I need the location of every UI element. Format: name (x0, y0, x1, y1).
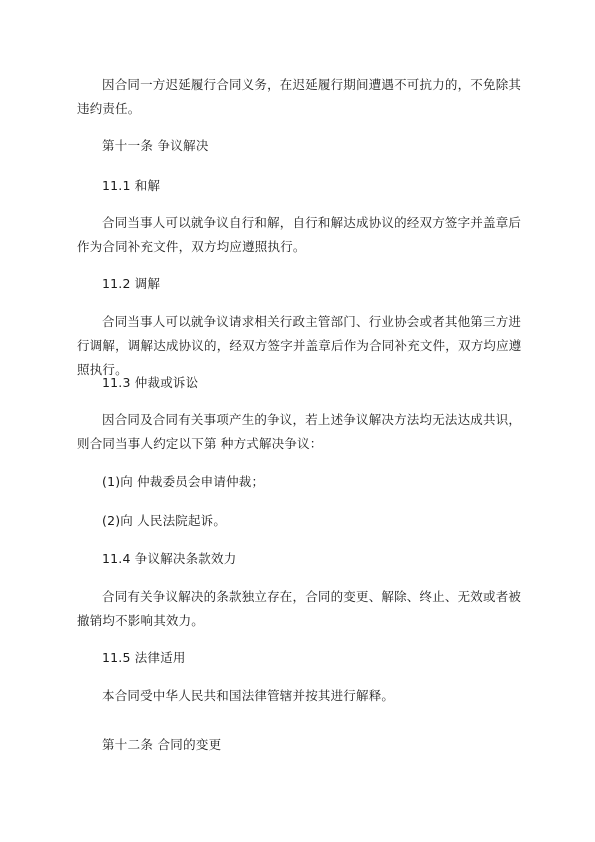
paragraph-mediation: 合同当事人可以就争议请求相关行政主管部门、行业协会或者其他第三方进行调解，调解达成协议的，经双方签字并盖章后作为合同补充文件，双方均应遵照执行。 (77, 314, 522, 377)
paragraph-settlement: 合同当事人可以就争议自行和解，自行和解达成协议的经双方签字并盖章后作为合同补充文件，双方均应遵照执行。 (77, 215, 522, 254)
section-11-1-heading: 11.1 和解 (102, 178, 161, 193)
paragraph-clause-validity: 合同有关争议解决的条款独立存在，合同的变更、解除、终止、无效或者被撤销均不影响其效力。 (77, 589, 522, 628)
article-11-heading: 第十一条 争议解决 (102, 138, 209, 153)
section-11-5-heading: 11.5 法律适用 (102, 650, 186, 665)
article-12-heading: 第十二条 合同的变更 (102, 737, 222, 752)
option-arbitration: (1)向 仲裁委员会申请仲裁； (102, 474, 265, 489)
paragraph-force-majeure-delay: 因合同一方迟延履行合同义务，在迟延履行期间遭遇不可抗力的，不免除其违约责任。 (77, 77, 522, 116)
section-11-2-heading: 11.2 调解 (102, 276, 161, 291)
option-litigation: (2)向 人民法院起诉。 (102, 513, 227, 528)
paragraph-governing-law: 本合同受中华人民共和国法律管辖并按其进行解释。 (102, 688, 395, 703)
section-11-3-heading: 11.3 仲裁或诉讼 (102, 375, 199, 390)
section-11-4-heading: 11.4 争议解决条款效力 (102, 551, 237, 566)
paragraph-arbitration-litigation: 因合同及合同有关事项产生的争议，若上述争议解决方法均无法达成共识，则合同当事人约定以下第 种方式解决争议： (77, 412, 522, 451)
